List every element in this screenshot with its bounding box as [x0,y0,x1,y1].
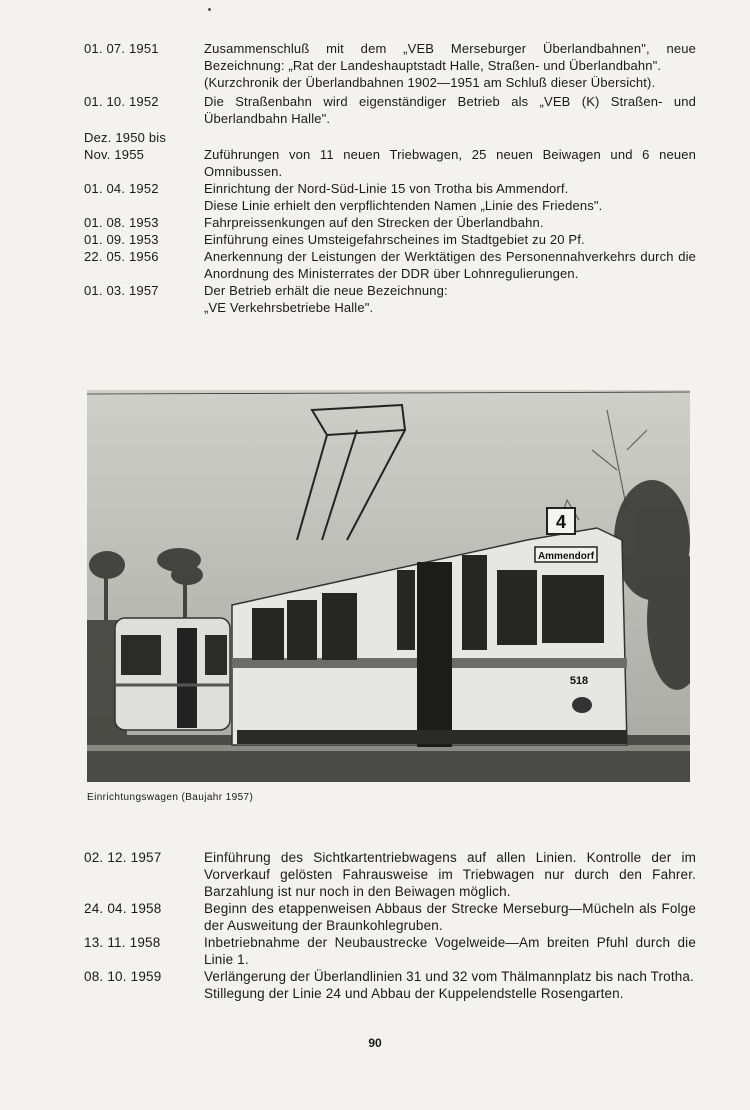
chronicle-list-top [84,40,696,316]
chronicle-entry [84,40,696,91]
chronicle-entry [84,849,696,900]
entry-text: Beginn des etappenweisen Abbaus der Strecke Merseburg—Mücheln als Folge der Ausweitung der Braunkohlegruben. [204,901,696,933]
entry-date: 01. 10. 1952 [84,94,159,109]
page-number: 90 [368,1036,382,1050]
entry-text: Einführung des Sichtkartentriebwagens auf allen Linien. Kontrolle der im Vorverkauf gelösten Fahrausweise im Triebwagen nur durch den Fahrer. Barzahlung ist nur noch in den Beiwagen möglich. [204,850,696,899]
entry-date: Dez. 1950 bis Nov. 1955 [84,130,167,162]
photo-caption: Einrichtungswagen (Baujahr 1957) [87,792,254,803]
entry-date: 01. 03. 1957 [84,283,159,298]
entry-date: 22. 05. 1956 [84,249,159,264]
entry-date: 24. 04. 1958 [84,901,162,916]
entry-text: Inbetriebnahme der Neubaustrecke Vogelweide—Am breiten Pfuhl durch die Linie 1. [204,935,696,967]
entry-text: Einführung eines Umsteigefahrscheines im Stadtgebiet zu 20 Pf. [204,232,585,247]
chronicle-list-bottom [84,849,696,1002]
entry-date: 02. 12. 1957 [84,850,162,865]
entry-text: Einrichtung der Nord-Süd-Linie 15 von Trotha bis Ammendorf. Diese Linie erhielt den verpflichtenden Namen „Linie des Friedens". [204,181,603,213]
entry-date: 01. 04. 1952 [84,181,159,196]
chronicle-entry [84,934,696,968]
destination-sign: Ammendorf [537,551,595,562]
entry-text: Anerkennung der Leistungen der Werktätigen des Personennahverkehrs durch die Anordnung des Ministerrates der DDR über Lohnregulierungen. [204,249,696,281]
entry-text: Zuführungen von 11 neuen Triebwagen, 25 neuen Beiwagen und 6 neuen Omnibussen. [204,147,696,179]
route-number-sign: 4 [555,512,567,532]
chronicle-entry [84,214,696,231]
car-number: 518 [569,675,589,687]
entry-text: Der Betrieb erhält die neue Bezeichnung: „VE Verkehrsbetriebe Halle". [204,283,448,315]
entry-date: 08. 10. 1959 [84,969,162,984]
entry-text: Die Straßenbahn wird eigenständiger Betrieb als „VEB (K) Straßen- und Überlandbahn Halle". [204,94,696,126]
entry-text: Zusammenschluß mit dem „VEB Merseburger Überlandbahnen", neue Bezeichnung: „Rat der Landeshauptstadt Halle, Straßen- und Überlandbahn". (Kurzchronik der Überlandbahnen 1902—1951 am Schluß dieser Übersicht). [204,41,696,90]
entry-date: 01. 07. 1951 [84,41,159,56]
chronicle-entry [84,231,696,248]
chronicle-entry [84,180,696,214]
print-speck [208,8,211,11]
chronicle-entry [84,968,696,1002]
entry-date: 01. 09. 1953 [84,232,159,247]
chronicle-entry [84,129,696,180]
chronicle-entry [84,900,696,934]
chronicle-entry [84,282,696,316]
entry-text: Verlängerung der Überlandlinien 31 und 32 vom Thälmannplatz bis nach Trotha. Stillegung der Linie 24 und Abbau der Kuppelendstelle Rosengarten. [204,969,694,1001]
tram-photo [87,390,690,782]
entry-date: 13. 11. 1958 [84,935,161,950]
entry-date: 01. 08. 1953 [84,215,159,230]
chronicle-entry [84,93,696,127]
entry-text: Fahrpreissenkungen auf den Strecken der Überlandbahn. [204,215,544,230]
chronicle-entry [84,248,696,282]
